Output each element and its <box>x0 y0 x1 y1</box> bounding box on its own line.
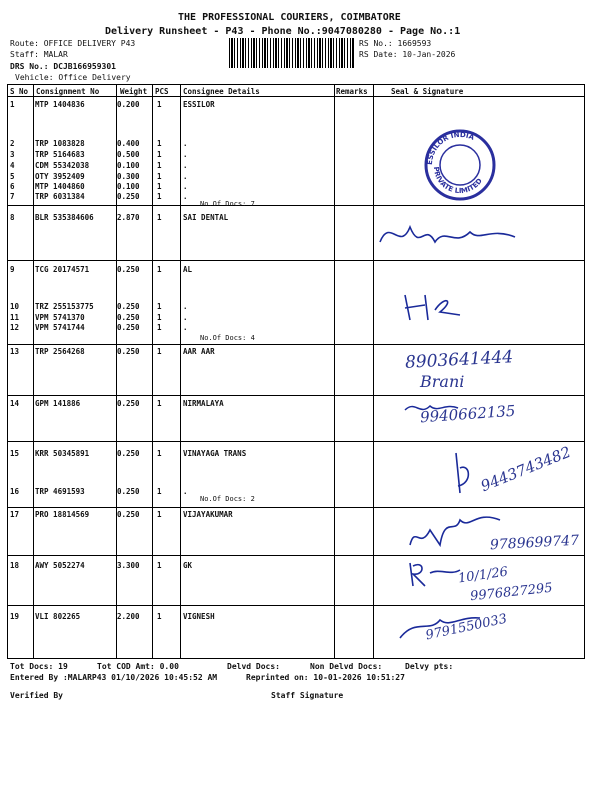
row-pieces: 1 <box>157 347 162 356</box>
row-consignee: ESSILOR <box>183 100 215 109</box>
row-pieces: 1 <box>157 265 162 274</box>
row-pieces: 1 <box>157 313 162 322</box>
total-docs: Tot Docs: 19 <box>10 662 68 671</box>
delivery-points: Delvy pts: <box>405 662 454 671</box>
row-weight: 0.250 <box>117 487 140 496</box>
row-consignment-number: TRP 2564268 <box>35 347 85 356</box>
col-remarks: Remarks <box>336 87 368 96</box>
handwriting-name: Brani <box>420 372 465 391</box>
row-serial-number: 8 <box>10 213 15 222</box>
row-consignee: VINAYAGA TRANS <box>183 449 247 458</box>
row-weight: 0.100 <box>117 161 140 170</box>
row-consignee: . <box>183 139 188 148</box>
signature-row-18 <box>405 558 465 588</box>
row-serial-number: 13 <box>10 347 20 356</box>
company-name: THE PROFESSIONAL COURIERS, COIMBATORE <box>178 12 401 23</box>
col-weight: Weight <box>120 87 148 96</box>
row-consignment-number: OTY 3952409 <box>35 172 85 181</box>
row-serial-number: 11 <box>10 313 20 322</box>
row-consignment-number: TRP 6031384 <box>35 192 85 201</box>
staff-signature-label: Staff Signature <box>271 691 344 700</box>
row-consignment-number: PRO 18814569 <box>35 510 90 519</box>
row-consignment-number: TRP 1083828 <box>35 139 85 148</box>
row-consignee: . <box>183 302 188 311</box>
row-consignee: . <box>183 172 188 181</box>
handwriting-date: 10/1/26 <box>457 564 509 587</box>
non-delivered-docs: Non Delvd Docs: <box>310 662 383 671</box>
row-consignment-number: VPM 5741744 <box>35 323 85 332</box>
handwriting-phone: 9940662135 <box>419 401 516 427</box>
rs-date: RS Date: 10-Jan-2026 <box>359 50 456 59</box>
row-serial-number: 3 <box>10 150 15 159</box>
row-serial-number: 17 <box>10 510 20 519</box>
row-consignee: GK <box>183 561 193 570</box>
signature-row-9 <box>400 290 470 325</box>
row-weight: 0.250 <box>117 347 140 356</box>
company-seal-stamp <box>420 125 500 205</box>
row-pieces: 1 <box>157 192 162 201</box>
col-pcs: PCS <box>155 87 169 96</box>
signature-row-15 <box>448 448 478 498</box>
row-pieces: 1 <box>157 213 162 222</box>
row-consignee: . <box>183 313 188 322</box>
group-doc-count: No.Of Docs: 2 <box>200 495 255 503</box>
group-doc-count: No.Of Docs: 4 <box>200 334 255 342</box>
delivered-docs: Delvd Docs: <box>227 662 280 671</box>
handwriting-phone: 9443743482 <box>478 442 574 496</box>
row-pieces: 1 <box>157 510 162 519</box>
staff-label: Staff: MALAR <box>10 50 68 59</box>
row-serial-number: 15 <box>10 449 20 458</box>
row-pieces: 1 <box>157 161 162 170</box>
col-consignment: Consignment No <box>36 87 100 96</box>
row-serial-number: 12 <box>10 323 20 332</box>
row-serial-number: 19 <box>10 612 20 621</box>
row-weight: 0.250 <box>117 192 140 201</box>
row-consignee: SAI DENTAL <box>183 213 229 222</box>
row-consignment-number: TRP 4691593 <box>35 487 85 496</box>
row-consignment-number: BLR 535384606 <box>35 213 94 222</box>
row-serial-number: 14 <box>10 399 20 408</box>
row-consignee: . <box>183 150 188 159</box>
signature-row-14 <box>400 398 460 418</box>
row-consignee: AL <box>183 265 193 274</box>
entered-by: Entered By :MALARP43 01/10/2026 10:45:52 AM <box>10 673 218 682</box>
handwriting-phone: 9976827295 <box>469 580 554 605</box>
row-consignment-number: VLI 802265 <box>35 612 81 621</box>
row-consignment-number: CDM 55342038 <box>35 161 90 170</box>
row-consignment-number: VPM 5741370 <box>35 313 85 322</box>
drs-number: DRS No.: DCJB166959301 <box>10 62 116 71</box>
row-weight: 0.250 <box>117 302 140 311</box>
row-weight: 2.870 <box>117 213 140 222</box>
row-consignee: AAR AAR <box>183 347 215 356</box>
row-consignee: . <box>183 192 188 201</box>
row-pieces: 1 <box>157 172 162 181</box>
row-consignee: VIGNESH <box>183 612 215 621</box>
row-pieces: 1 <box>157 100 162 109</box>
rs-number: RS No.: 1669593 <box>359 39 432 48</box>
row-weight: 0.500 <box>117 150 140 159</box>
row-pieces: 1 <box>157 561 162 570</box>
row-weight: 0.300 <box>117 172 140 181</box>
row-pieces: 1 <box>157 399 162 408</box>
row-consignee: . <box>183 323 188 332</box>
col-signature: Seal & Signature <box>391 87 464 96</box>
row-consignment-number: TRP 5164683 <box>35 150 85 159</box>
svg-text:ESSILOR INDIA: ESSILOR INDIA <box>425 130 476 166</box>
row-consignment-number: TCG 20174571 <box>35 265 90 274</box>
svg-text:PRIVATE LIMITED: PRIVATE LIMITED <box>431 166 484 196</box>
row-weight: 0.250 <box>117 399 140 408</box>
route-label: Route: OFFICE DELIVERY P43 <box>10 39 136 48</box>
signature-row-8 <box>375 212 525 262</box>
row-weight: 0.250 <box>117 313 140 322</box>
row-consignment-number: AWY 5052274 <box>35 561 85 570</box>
group-doc-count: No.Of Docs: 7 <box>200 200 255 208</box>
row-consignment-number: KRR 50345891 <box>35 449 90 458</box>
row-weight: 0.400 <box>117 139 140 148</box>
handwriting-phone: 9791550033 <box>424 611 509 644</box>
row-pieces: 1 <box>157 150 162 159</box>
row-consignee: . <box>183 487 188 496</box>
row-pieces: 1 <box>157 182 162 191</box>
row-serial-number: 6 <box>10 182 15 191</box>
vehicle-label: Vehicle: Office Delivery <box>15 73 131 82</box>
row-serial-number: 18 <box>10 561 20 570</box>
row-pieces: 1 <box>157 612 162 621</box>
barcode <box>229 38 355 68</box>
row-consignment-number: GPM 141886 <box>35 399 81 408</box>
row-weight: 0.250 <box>117 510 140 519</box>
total-cod-amount: Tot COD Amt: 0.00 <box>97 662 179 671</box>
row-weight: 0.250 <box>117 323 140 332</box>
row-serial-number: 16 <box>10 487 20 496</box>
row-weight: 3.300 <box>117 561 140 570</box>
verified-by-label: Verified By <box>10 691 63 700</box>
row-serial-number: 2 <box>10 139 15 148</box>
row-serial-number: 5 <box>10 172 15 181</box>
row-consignee: . <box>183 182 188 191</box>
row-pieces: 1 <box>157 323 162 332</box>
row-serial-number: 4 <box>10 161 15 170</box>
row-pieces: 1 <box>157 449 162 458</box>
handwriting-phone: 9789699747 <box>489 532 580 554</box>
row-serial-number: 10 <box>10 302 20 311</box>
row-consignment-number: MTP 1404836 <box>35 100 85 109</box>
row-consignee: NIRMALAYA <box>183 399 224 408</box>
row-weight: 2.200 <box>117 612 140 621</box>
row-consignee: VIJAYAKUMAR <box>183 510 233 519</box>
row-weight: 0.200 <box>117 100 140 109</box>
row-weight: 0.100 <box>117 182 140 191</box>
row-weight: 0.250 <box>117 265 140 274</box>
reprinted-on: Reprinted on: 10-01-2026 10:51:27 <box>246 673 405 682</box>
col-consignee: Consignee Details <box>183 87 260 96</box>
row-serial-number: 1 <box>10 100 15 109</box>
row-consignment-number: TRZ 255153775 <box>35 302 94 311</box>
row-serial-number: 9 <box>10 265 15 274</box>
row-pieces: 1 <box>157 139 162 148</box>
runsheet-title: Delivery Runsheet - P43 - Phone No.:9047080280 - Page No.:1 <box>105 26 461 37</box>
handwriting-phone: 8903641444 <box>404 347 514 373</box>
row-pieces: 1 <box>157 302 162 311</box>
row-consignee: . <box>183 161 188 170</box>
col-sno: S No <box>10 87 29 96</box>
row-weight: 0.250 <box>117 449 140 458</box>
row-pieces: 1 <box>157 487 162 496</box>
row-consignment-number: MTP 1404860 <box>35 182 85 191</box>
row-serial-number: 7 <box>10 192 15 201</box>
